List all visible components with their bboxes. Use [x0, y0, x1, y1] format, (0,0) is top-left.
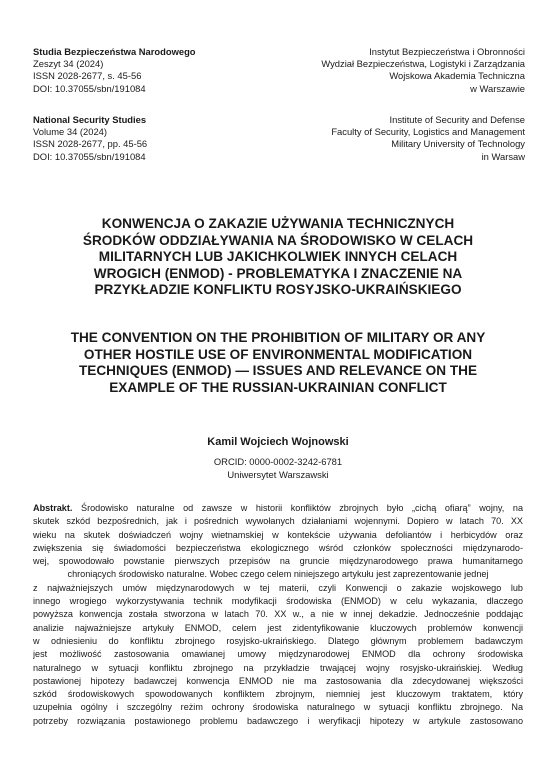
journal-doi: DOI: 10.37055/sbn/191084 [33, 150, 146, 162]
journal-issn: ISSN 2028-2677, s. 45-56 [33, 70, 142, 82]
author-orcid: ORCID: 0000-0002-3242-6781 [213, 456, 343, 467]
title-line: PRZYKŁADZIE KONFLIKTU ROSYJSKO-UKRAIŃSKIEGO [94, 282, 462, 298]
author-affiliation: Uniwersytet Warszawski [227, 469, 329, 480]
city-name: w Warszawie [470, 82, 525, 94]
title-line: TECHNIQUES (ENMOD) — ISSUES AND RELEVANCE ON THE [78, 363, 478, 379]
title-line: THE CONVENTION ON THE PROHIBITION OF MILITARY OR ANY [70, 330, 486, 345]
institute-name: Institute of Security and Defense [389, 114, 525, 125]
abstract-line: z najważniejszych umów międzynarodowych w tej materii, czyli Konwencji o zakazie wojskowego lub [33, 582, 523, 593]
journal-title: National Security Studies [33, 114, 147, 125]
journal-issn: ISSN 2028-2677, pp. 45-56 [33, 138, 148, 150]
article-title-polish [30, 216, 526, 299]
title-line: EXAMPLE OF THE RUSSIAN-UKRAINIAN CONFLICT [109, 379, 447, 395]
article-title-english [30, 330, 526, 396]
journal-issue: Zeszyt 34 (2024) [33, 58, 104, 70]
faculty-name: Faculty of Security, Logistics and Management [331, 126, 525, 138]
city-name: in Warsaw [481, 150, 525, 162]
abstract-line: chroniących środowisko naturalne. Wobec czego celem niniejszego artykułu jest zaprezentowanie jednej [67, 569, 489, 580]
abstract-line: szkód środowiskowych spowodowanych konfliktem zbrojnym, niemniej jest kluczowym traktatem, który [33, 689, 523, 700]
journal-doi: DOI: 10.37055/sbn/191084 [33, 82, 146, 94]
title-line: KONWENCJA O ZAKAZIE UŻYWANIA TECHNICZNYCH [101, 216, 455, 231]
journal-info-english [33, 114, 236, 163]
abstract-line [33, 502, 523, 515]
abstract-line: innego wrogiego wykorzystywania technik modyfikacji środowiska (ENMOD) w celu wykazania, dlaczego [33, 596, 523, 607]
title-line: WROGICH (ENMOD) - PROBLEMATYKA I ZNACZENIE NA [93, 265, 463, 281]
abstract-line: powyższa konwencja została stworzona w latach 70. XX w., a nie w innej dekadzie. Jednocześnie poddając [33, 609, 523, 620]
title-line: MILITARNYCH LUB JAKICHKOLWIEK INNYCH CELACH [98, 249, 458, 265]
journal-info-polish [33, 46, 236, 95]
abstract [33, 502, 523, 728]
abstract-line: uzupełnia ogólny i szczególny reżim ochrony środowiska naturalnego w sytuacji konfliktu zbrojnego. Na [33, 702, 523, 713]
abstract-line: wieku na skutek doświadczeń wojny wietnamskiej w kontekście używania defoliantów i herbicydów oraz [33, 529, 523, 540]
header-polish [33, 46, 525, 95]
faculty-name: Wydział Bezpieczeństwa, Logistyki i Zarządzania [321, 58, 525, 70]
abstract-line: w odniesieniu do konfliktu zbrojnego rosyjsko-ukraińskiego. Dlatego głównym problemem badawczym [33, 635, 523, 646]
abstract-line: zwiększenia się świadomości bezpieczeństwa ekologicznego wśród członków społeczności międzynarodo- [33, 542, 523, 553]
author-name: Kamil Wojciech Wojnowski [207, 436, 349, 448]
abstract-label: Abstrakt. [33, 503, 73, 513]
institute-name: Instytut Bezpieczeństwa i Obronności [369, 46, 525, 57]
journal-title: Studia Bezpieczeństwa Narodowego [33, 46, 196, 57]
title-line: OTHER HOSTILE USE OF ENVIRONMENTAL MODIFICATION [83, 346, 473, 362]
title-line: ŚRODKÓW ODDZIAŁYWANIA NA ŚRODOWISKO W CELACH [82, 232, 474, 248]
header-english [33, 114, 525, 163]
abstract-line: wej, spowodowało powstanie pierwszych przepisów na gruncie międzynarodowego prawa humanitarnego [33, 556, 523, 567]
abstract-line: naturalnego w sytuacji konfliktu zbrojnego na przykładzie trwającej wojny rosyjsko-ukraińskiej. Według [33, 662, 523, 673]
abstract-text: Środowisko naturalne od zawsze w historii konfliktów zbrojnych było „cichą ofiarą” wojny, na [81, 503, 523, 513]
university-name: Wojskowa Akademia Techniczna [389, 70, 525, 82]
institution-polish [236, 46, 525, 95]
abstract-line: skutek szkód bezpośrednich, jak i pośrednich wywołanych działaniami wojennymi. Dopiero w latach 70. XX [33, 516, 523, 527]
abstract-line: postawionej hipotezy badawczej konwencja ENMOD nie ma zastosowania dla zdecydowanej większości [33, 675, 523, 686]
institution-english [236, 114, 525, 163]
university-name: Military University of Technology [391, 138, 525, 150]
abstract-line: jest możliwość zastosowania omawianej umowy międzynarodowej ENMOD dla ochrony środowiska [33, 649, 523, 660]
abstract-line: potrzeby rozwiązania postawionego problemu badawczego i weryfikacji hipotezy w artykule zastosowano [33, 715, 523, 726]
journal-issue: Volume 34 (2024) [33, 126, 108, 138]
abstract-line: analizie najważniejsze artykuły ENMOD, celem jest zidentyfikowanie kluczowych problemów konwencji [33, 622, 523, 633]
